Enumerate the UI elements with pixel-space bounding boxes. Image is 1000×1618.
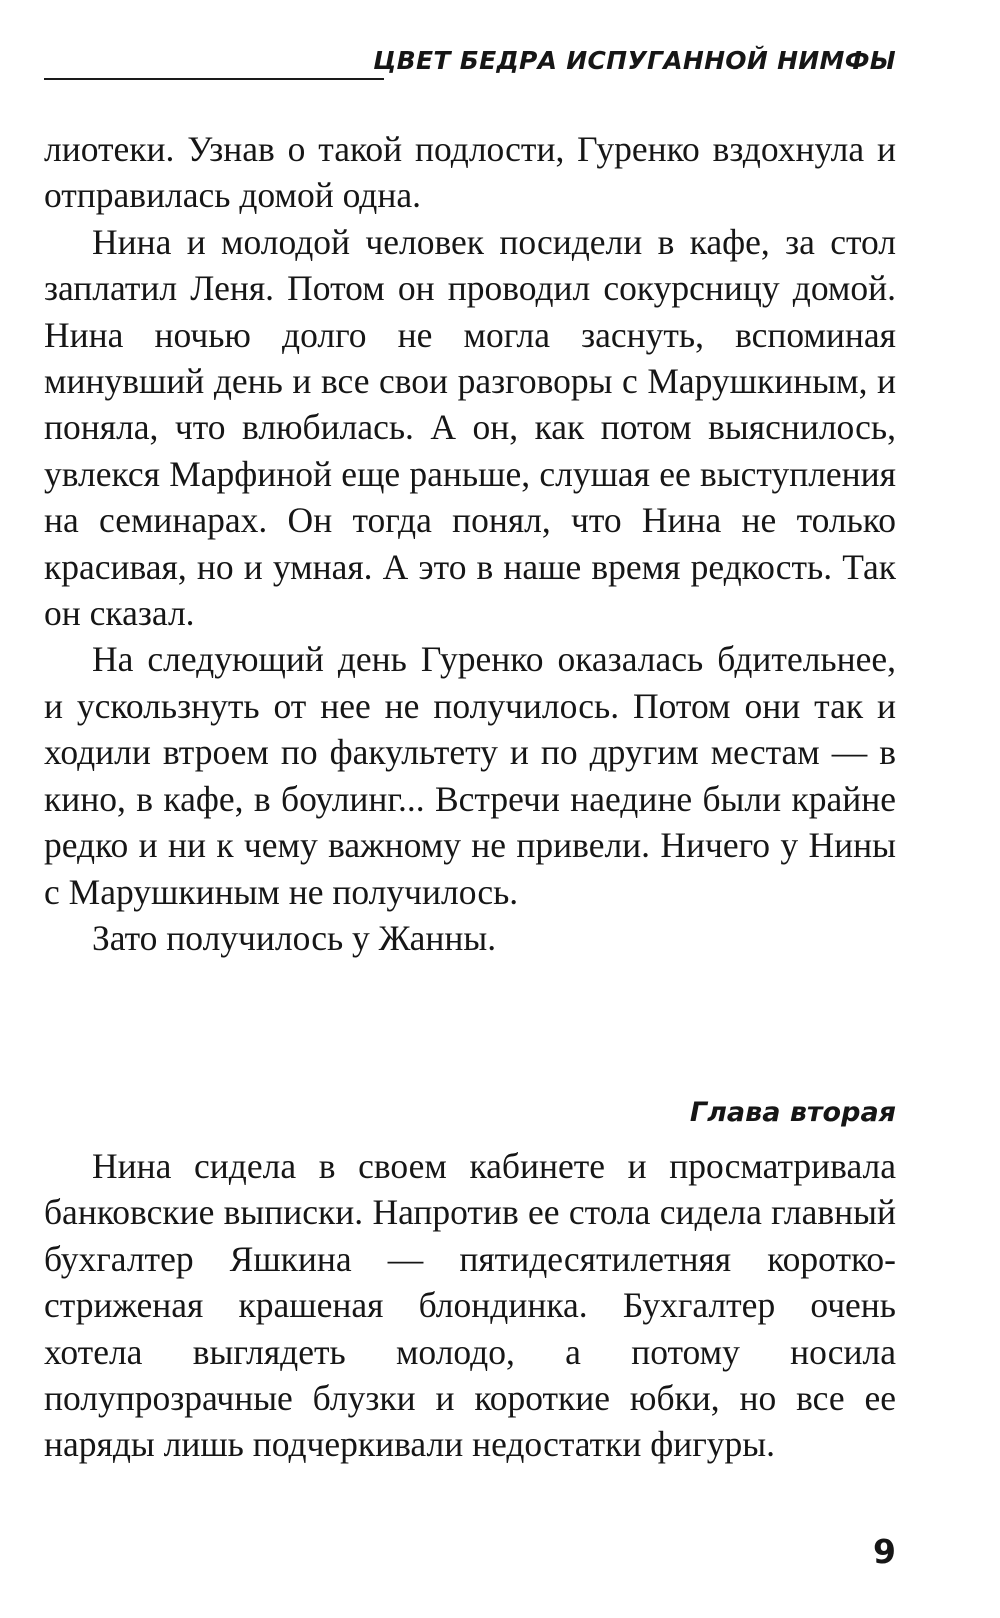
paragraph: Нина сидела в своем кабинете и просматривала банковские выписки. Напротив ее стола сидела главный бухгалтер Яшкина — пятидесятилетняя короткостриженая крашеная блондинка. Бухгалтер очень хотела выглядеть молодо, а потому носила полупрозрачные блузки и короткие юбки, но все ее наряды лишь подчеркивали недостатки фигуры. bbox=[44, 1146, 896, 1465]
page-number: 9 bbox=[873, 1532, 896, 1571]
running-head bbox=[44, 44, 896, 80]
text-block-chapter bbox=[44, 1143, 896, 1468]
text-block-top bbox=[44, 126, 896, 961]
paragraph: лиотеки. Узнав о такой подлости, Гуренко вздохнула и отправилась домой одна. bbox=[44, 129, 896, 216]
chapter-title: Глава вторая bbox=[689, 1097, 896, 1128]
running-head-title: ЦВЕТ БЕДРА ИСПУГАННОЙ НИМФЫ bbox=[373, 46, 896, 75]
paragraph: На следующий день Гуренко оказалась бдительнее, и ускользнуть от нее не получилось. Потом они так и ходили втроем по факультету и по другим местам — в кино, в кафе, в боулинг... Встречи наедине были крайне редко и ни к чему важному не привели. Ничего у Нины с Марушкиным не получилось. bbox=[44, 639, 896, 912]
paragraph: Зато получилось у Жанны. bbox=[92, 917, 497, 958]
header-rule bbox=[44, 78, 384, 80]
paragraph: Нина и молодой человек посидели в кафе, за стол заплатил Леня. Потом он проводил сокурсницу домой. Нина ночью долго не могла заснуть, вспоминая минувший день и все свои разговоры с Марушкиным, и поняла, что влюбилась. А он, как потом выяснилось, увлекся Марфиной еще раньше, слушая ее выступления на семинарах. Он тогда понял, что Нина не только красивая, но и умная. А это в наше время редкость. Так он сказал. bbox=[44, 221, 896, 634]
